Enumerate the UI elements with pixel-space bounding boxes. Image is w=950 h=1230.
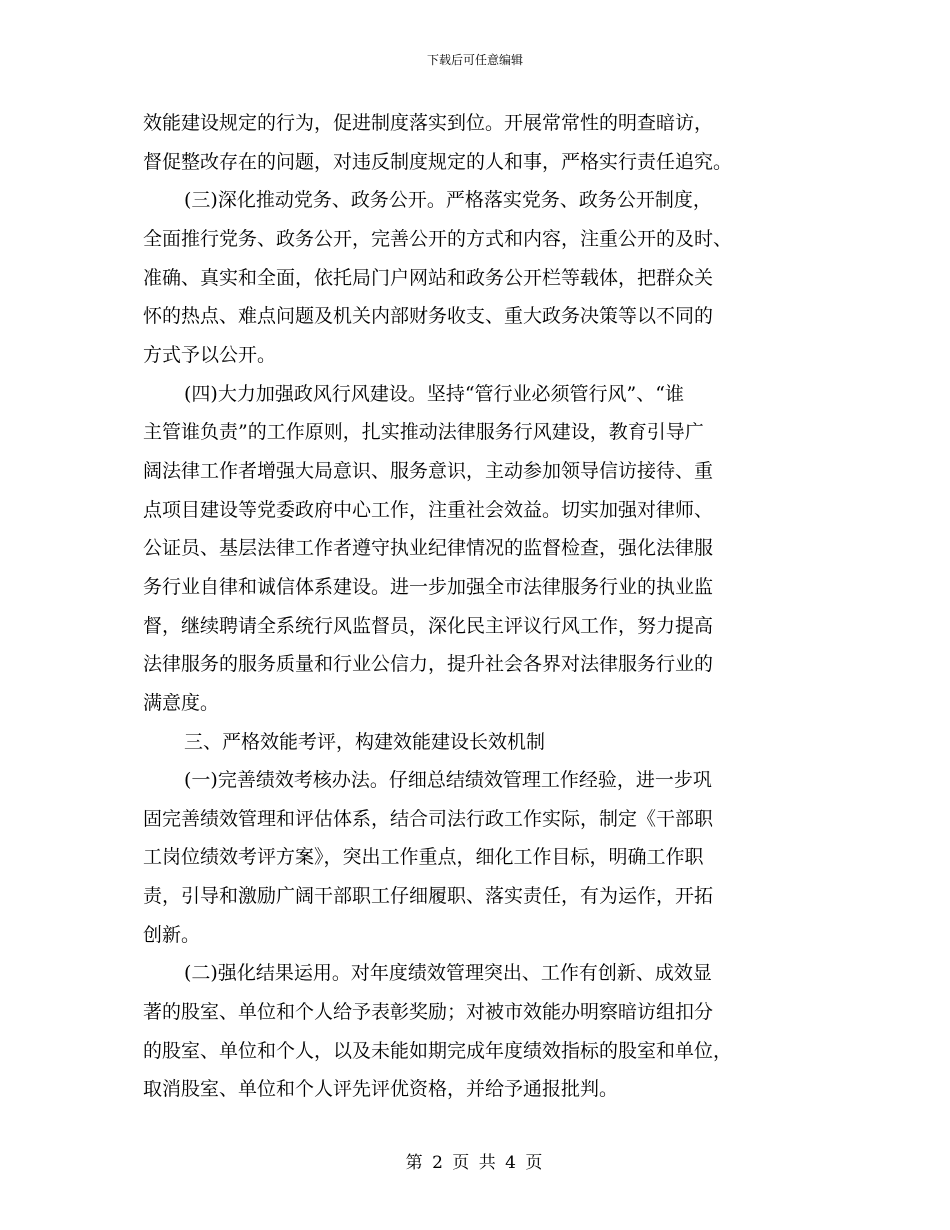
page-header: 下载后可任意编辑 [426,53,523,67]
text-line: 督促整改存在的问题，对违反制度规定的人和事，严格实行责任追究。 [143,150,733,173]
text-line: 著的股室、单位和个人给予表彰奖励；对被市效能办明察暗访组扣分 [143,1001,714,1024]
document-body [143,104,803,1109]
text-line: 督，继续聘请全系统行风监督员，深化民主评议行风工作，努力提高 [143,614,714,637]
text-line: (四)大力加强政风行风建设。坚持“管行业必须管行风”、“谁 [184,382,684,405]
text-line: 取消股室、单位和个人评先评优资格，并给予通报批判。 [143,1078,619,1101]
text-line: 务行业自律和诚信体系建设。进一步加强全市法律服务行业的执业监 [143,575,714,598]
text-line: 怀的热点、难点问题及机关内部财务收支、重大政务决策等以不同的 [143,305,714,328]
text-line: 三、严格效能考评，构建效能建设长效机制 [184,730,546,753]
text-line: 主管谁负责”的工作原则，扎实推动法律服务行风建设，教育引导广 [143,421,704,444]
text-line: 创新。 [143,923,201,946]
text-line: 法律服务的服务质量和行业公信力，提升社会各界对法律服务行业的 [143,653,714,676]
text-line: 准确、真实和全面，依托局门户网站和政务公开栏等载体，把群众关 [143,266,714,289]
text-line: 方式予以公开。 [143,343,277,366]
text-line: 点项目建设等党委政府中心工作，注重社会效益。切实加强对律师、 [143,498,714,521]
text-line: (三)深化推动党务、政务公开。严格落实党务、政务公开制度， [184,189,712,212]
text-line: 阔法律工作者增强大局意识、服务意识，主动参加领导信访接待、重 [143,459,714,482]
text-line: 效能建设规定的行为，促进制度落实到位。开展常常性的明查暗访， [143,112,714,134]
text-line: 责，引导和激励广阔干部职工仔细履职、落实责任，有为运作，开拓 [143,885,714,908]
page-number: 第 2 页 共 4 页 [405,1153,545,1173]
text-line: 工岗位绩效考评方案》，突出工作重点，细化工作目标，明确工作职 [143,846,704,869]
text-line: (二)强化结果运用。对年度绩效管理突出、工作有创新、成效显 [184,962,712,985]
text-line: 公证员、基层法律工作者遵守执业纪律情况的监督检查，强化法律服 [143,537,714,560]
text-line: 的股室、单位和个人，以及未能如期完成年度绩效指标的股室和单位， [143,1039,733,1062]
text-line: 满意度。 [143,691,220,714]
text-line: 全面推行党务、政务公开，完善公开的方式和内容，注重公开的及时、 [143,227,733,250]
text-line: (一)完善绩效考核办法。仔细总结绩效管理工作经验，进一步巩 [184,769,712,792]
text-line: 固完善绩效管理和评估体系，结合司法行政工作实际，制定《干部职 [143,807,714,830]
